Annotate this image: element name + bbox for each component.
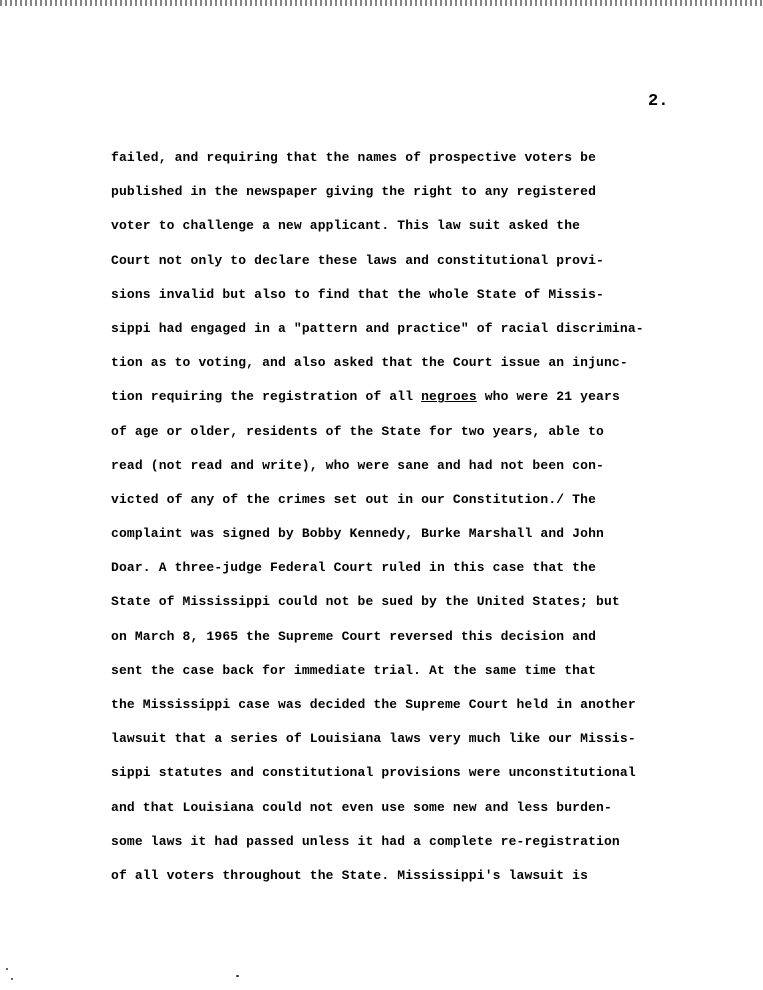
text-line: Doar. A three-judge Federal Court ruled in this case that the — [111, 560, 597, 576]
body-text — [111, 147, 711, 899]
text-line: the Mississippi case was decided the Supreme Court held in another — [111, 697, 636, 712]
text-segment: tion requiring the registration of all — [111, 389, 422, 405]
text-line: tion as to voting, and also asked that the Court issue an injunc- — [111, 355, 628, 371]
text-line: victed of any of the crimes set out in our Constitution./ The — [111, 491, 597, 507]
text-line: read (not read and write), who were sane and had not been con- — [111, 457, 604, 473]
text-line: Court not only to declare these laws and constitutional provi- — [111, 252, 604, 268]
text-line: and that Louisiana could not even use some new and less burden- — [111, 799, 612, 815]
text-line: failed, and requiring that the names of prospective voters be — [111, 150, 597, 165]
scan-speck — [11, 978, 13, 980]
text-line: State of Mississippi could not be sued by the United States; but — [111, 594, 620, 610]
scan-speck — [6, 968, 8, 970]
text-line: some laws it had passed unless it had a complete re-registration — [111, 833, 620, 849]
text-line: of age or older, residents of the State for two years, able to — [111, 423, 604, 439]
text-line — [111, 386, 711, 420]
text-line: published in the newspaper giving the right to any registered — [111, 184, 597, 200]
text-line: lawsuit that a series of Louisiana laws very much like our Missis- — [111, 731, 636, 747]
text-line: sent the case back for immediate trial. At the same time that — [111, 662, 597, 678]
text-segment: who were 21 years — [476, 389, 620, 405]
text-line: sippi statutes and constitutional provisions were unconstitutional — [111, 765, 636, 781]
underlined-word: negroes — [421, 389, 477, 405]
text-line: of all voters throughout the State. Mississippi's lawsuit is — [111, 867, 589, 883]
scan-top-edge — [0, 0, 763, 6]
scan-speck — [236, 975, 239, 977]
text-line: sions invalid but also to find that the whole State of Missis- — [111, 286, 604, 302]
text-line: complaint was signed by Bobby Kennedy, Burke Marshall and John — [111, 526, 604, 542]
text-line: sippi had engaged in a "pattern and practice" of racial discrimina- — [111, 320, 644, 336]
text-line: voter to challenge a new applicant. This law suit asked the — [111, 218, 581, 234]
page-number: 2. — [648, 92, 669, 111]
text-line: on March 8, 1965 the Supreme Court reversed this decision and — [111, 628, 597, 644]
